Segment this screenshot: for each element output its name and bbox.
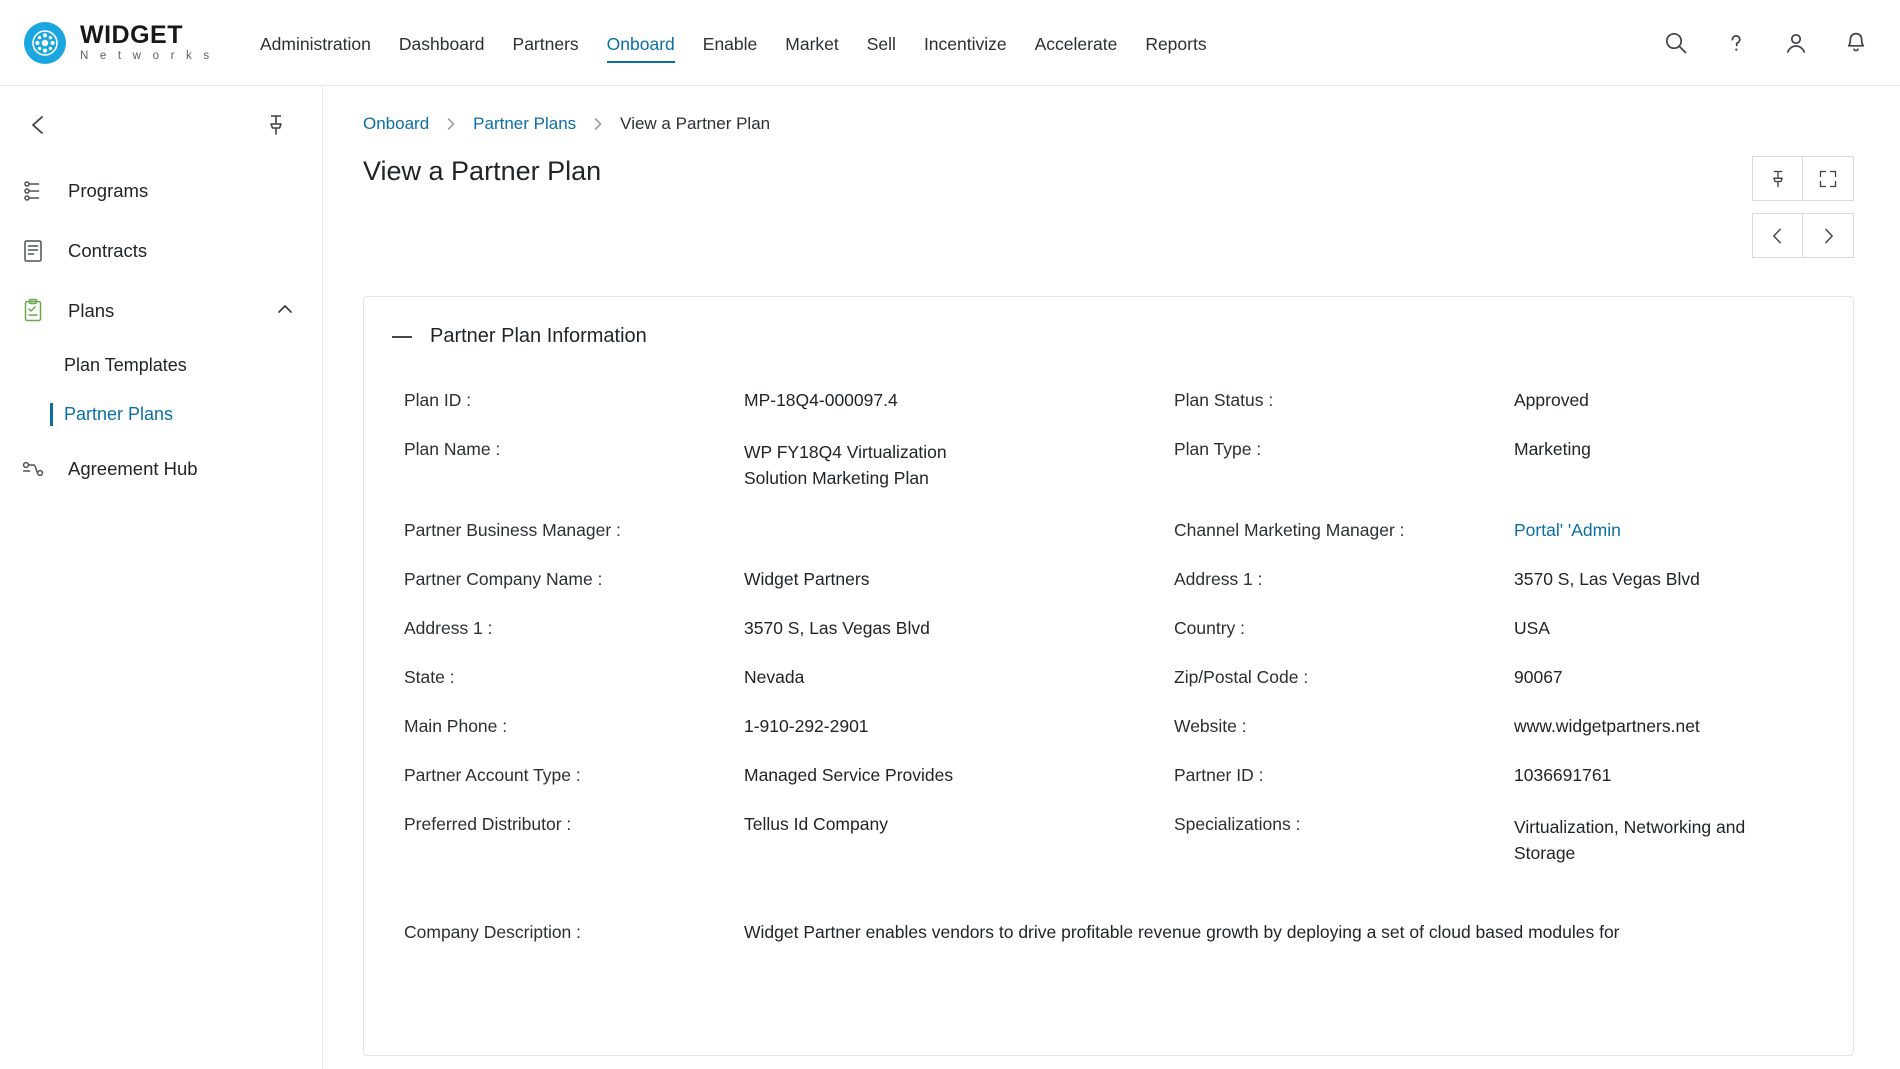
sidebar xyxy=(0,86,323,1069)
nav-item-enable[interactable]: Enable xyxy=(702,34,758,54)
breadcrumb-separator-icon xyxy=(443,116,459,132)
sidebar-item-label: Contracts xyxy=(68,240,148,261)
plan-details-grid xyxy=(364,370,1853,880)
nav-item-onboard[interactable]: Onboard xyxy=(607,0,675,85)
brand-logo[interactable] xyxy=(24,22,234,64)
field-label-state: State : xyxy=(404,666,455,687)
nav-item-accelerate[interactable]: Accelerate xyxy=(1034,34,1118,54)
field-label-main-phone: Main Phone : xyxy=(404,715,508,736)
field-value-zip-postal-code: 90067 xyxy=(1514,666,1563,687)
field-label-specializations: Specializations : xyxy=(1174,813,1301,834)
sidebar-item-agreement-hub[interactable] xyxy=(0,439,322,499)
notifications-icon[interactable] xyxy=(1840,27,1872,59)
breadcrumb-item-onboard[interactable]: Onboard xyxy=(363,114,430,133)
nav-item-dashboard[interactable]: Dashboard xyxy=(398,34,485,54)
field-label-company-description: Company Description : xyxy=(404,922,582,942)
card-header[interactable] xyxy=(364,297,1853,370)
field-label-partner-business-manager: Partner Business Manager : xyxy=(404,519,621,540)
nav-item-reports[interactable]: Reports xyxy=(1145,34,1207,54)
prev-next-group xyxy=(1752,213,1854,258)
nav-item-market[interactable]: Market xyxy=(785,34,839,54)
sidebar-item-plan-templates[interactable]: Plan Templates xyxy=(64,355,187,375)
main-menu xyxy=(260,0,1207,85)
page-header xyxy=(323,134,1900,258)
field-label-plan-id: Plan ID : xyxy=(404,390,472,410)
field-value-partner-business-manager xyxy=(744,506,1174,555)
pin-button[interactable] xyxy=(1752,156,1803,201)
logo-mark-icon xyxy=(24,22,66,64)
next-record-button[interactable] xyxy=(1803,213,1854,258)
nav-item-administration[interactable]: Administration xyxy=(260,34,371,54)
main-content xyxy=(323,86,1900,1069)
pin-expand-group xyxy=(1752,156,1854,201)
help-icon[interactable] xyxy=(1720,27,1752,59)
breadcrumb-item-partner-plans[interactable]: Partner Plans xyxy=(473,114,577,133)
field-value-address-1-right: 3570 S, Las Vegas Blvd xyxy=(1514,568,1700,589)
field-label-country: Country : xyxy=(1174,617,1245,638)
sidebar-item-plans[interactable] xyxy=(0,281,322,341)
field-label-partner-company-name: Partner Company Name : xyxy=(404,568,603,589)
page-title: View a Partner Plan xyxy=(363,156,602,186)
section-title: Partner Plan Information xyxy=(430,325,647,347)
sidebar-item-label: Plans xyxy=(68,300,115,321)
field-value-plan-id: MP-18Q4-000097.4 xyxy=(744,390,898,410)
breadcrumb-separator-icon xyxy=(590,116,606,132)
plans-icon xyxy=(16,297,50,325)
field-label-plan-type: Plan Type : xyxy=(1174,439,1262,459)
sidebar-item-label: Programs xyxy=(68,180,149,201)
page-actions xyxy=(1752,156,1854,258)
field-label-partner-account-type: Partner Account Type : xyxy=(404,764,581,785)
field-value-partner-account-type: Managed Service Provides xyxy=(744,764,954,785)
field-label-partner-id: Partner ID : xyxy=(1174,764,1264,785)
search-icon[interactable] xyxy=(1660,27,1692,59)
sidebar-item-contracts[interactable] xyxy=(0,221,322,281)
field-label-plan-status: Plan Status : xyxy=(1174,390,1274,410)
field-label-address-1: Address 1 : xyxy=(404,617,493,638)
field-value-plan-status: Approved xyxy=(1514,390,1589,410)
nav-item-sell[interactable]: Sell xyxy=(866,34,896,54)
field-label-plan-name: Plan Name : xyxy=(404,439,501,459)
brand-title: WIDGET xyxy=(80,20,183,49)
top-bar-icons xyxy=(1660,27,1872,59)
contracts-icon xyxy=(16,237,50,265)
field-value-partner-company-name: Widget Partners xyxy=(744,568,870,589)
breadcrumb-item-current: View a Partner Plan xyxy=(620,114,771,133)
field-value-plan-type: Marketing xyxy=(1514,439,1591,459)
field-label-preferred-distributor: Preferred Distributor : xyxy=(404,813,572,834)
field-value-main-phone: 1-910-292-2901 xyxy=(744,715,869,736)
sidebar-pin-icon[interactable] xyxy=(264,113,288,142)
breadcrumb xyxy=(323,86,1900,134)
field-label-channel-marketing-manager: Channel Marketing Manager : xyxy=(1174,519,1405,540)
partner-plan-information-card xyxy=(363,296,1854,1056)
sidebar-header xyxy=(0,86,322,161)
sidebar-item-programs[interactable] xyxy=(0,161,322,221)
sidebar-item-label: Agreement Hub xyxy=(68,458,198,479)
field-label-zip-postal-code: Zip/Postal Code : xyxy=(1174,666,1309,687)
company-description-row xyxy=(364,880,1853,957)
user-icon[interactable] xyxy=(1780,27,1812,59)
field-value-country: USA xyxy=(1514,617,1550,638)
nav-item-incentivize[interactable]: Incentivize xyxy=(923,34,1007,54)
chevron-up-icon[interactable] xyxy=(274,298,296,325)
field-value-channel-marketing-manager[interactable]: Portal' 'Admin xyxy=(1514,519,1621,540)
field-label-website: Website : xyxy=(1174,715,1247,736)
field-value-company-description: Widget Partner enables vendors to drive profitable revenue growth by deploying a set of cloud based modules for xyxy=(744,922,1620,942)
agreement-hub-icon xyxy=(16,455,50,483)
nav-item-partners[interactable]: Partners xyxy=(512,34,579,54)
field-label-address-1-right: Address 1 : xyxy=(1174,568,1263,589)
collapse-section-icon[interactable] xyxy=(392,336,412,338)
field-value-preferred-distributor: Tellus Id Company xyxy=(744,813,888,834)
field-value-partner-id: 1036691761 xyxy=(1514,764,1612,785)
brand-subtitle: N e t w o r k s xyxy=(80,49,214,62)
previous-record-button[interactable] xyxy=(1752,213,1803,258)
programs-icon xyxy=(16,177,50,205)
field-value-website: www.widgetpartners.net xyxy=(1514,715,1700,736)
field-value-plan-name: WP FY18Q4 Virtualization Solution Marketing Plan xyxy=(744,442,947,489)
field-value-specializations: Virtualization, Networking and Storage xyxy=(1514,816,1746,863)
sidebar-item-partner-plans[interactable]: Partner Plans xyxy=(0,390,322,439)
top-navigation-bar xyxy=(0,0,1900,86)
expand-button[interactable] xyxy=(1803,156,1854,201)
field-value-state: Nevada xyxy=(744,666,805,687)
field-value-address-1: 3570 S, Las Vegas Blvd xyxy=(744,617,930,638)
sidebar-collapse-icon[interactable] xyxy=(26,112,52,143)
